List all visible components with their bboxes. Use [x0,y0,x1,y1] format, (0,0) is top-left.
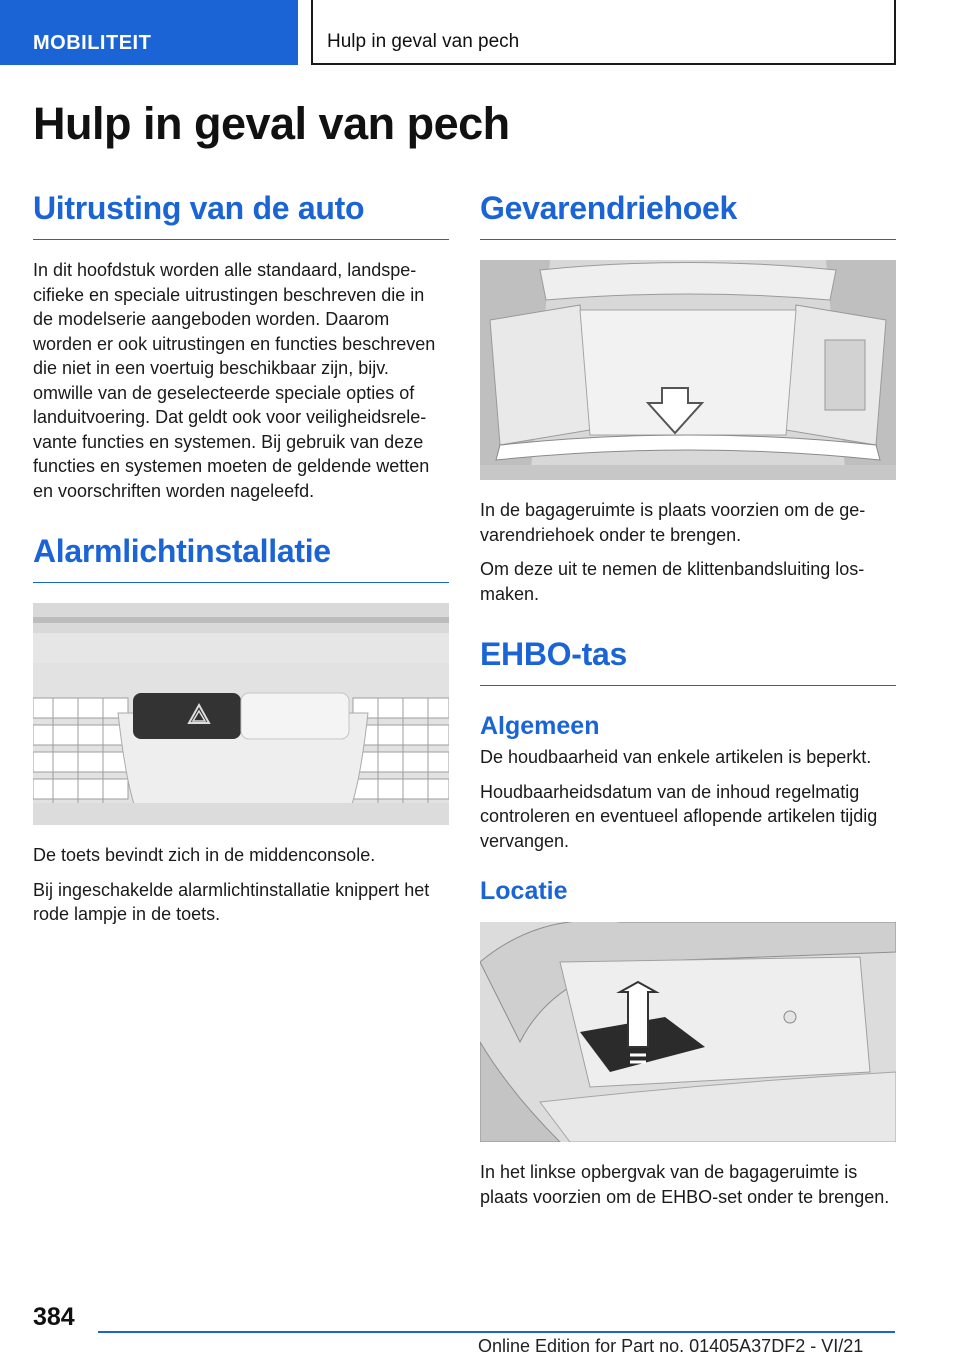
footer-edition-text: Online Edition for Part no. 01405A37DF2 - VI/21 [478,1336,864,1356]
page-title: Hulp in geval van pech [33,98,510,149]
trunk-triangle-image [480,260,896,480]
footer-divider [98,1331,895,1333]
section-title-equipment: Uitrusting van de auto [33,190,449,240]
triangle-paragraph-2: Om deze uit te nemen de klittenbandsluiting losmaken. [480,559,865,604]
triangle-paragraph-1: In de bagageruimte is plaats voorzien om de gevarendriehoek onder te brengen. [480,500,866,545]
header-chapter-tab: Hulp in geval van pech [311,0,896,65]
section-title-hazard-lights: Alarmlichtinstallatie [33,533,449,583]
trunk-first-aid-image [480,922,896,1142]
header-section-tab: MOBILITEIT [0,0,298,65]
first-aid-general-paragraph-2: Houdbaarheidsdatum van de inhoud regelmatig controleren en eventueel aflopende artikelen tijdig vervangen. [480,781,878,851]
right-column [480,190,896,1219]
subsection-title-general: Algemeen [480,712,600,740]
left-column [33,190,449,937]
first-aid-location-paragraph: In het linkse opbergvak van de bagageruimte is plaats voorzien om de EHBO-set onder te brengen. [480,1162,890,1207]
section-title-first-aid: EHBO-tas [480,636,896,686]
hazard-button-illustration [33,603,449,825]
page-number: 384 [33,1303,75,1331]
hazard-paragraph-2: Bij ingeschakelde alarmlichtinstallatie knippert het rode lampje in de toets. [33,879,430,924]
equipment-paragraph: In dit hoofdstuk worden alle standaard, landspecifieke en speciale uitrustingen beschreven die in de modelserie aangeboden worden. Daarom worden er ook uitrustingen en functies beschreven die niet in een voertuig beschikbaar zijn, bijv. omwille van de geselecteerde speciale opties of landuitvoering. Dat geldt ook voor veiligheidsrelevante functies en systemen. Bij gebruik van deze functies en systemen moeten de geldende wetten en voorschriften worden nageleefd. [33,260,436,501]
hazard-paragraph-1: De toets bevindt zich in de middenconsole. [33,845,376,865]
hazard-button-image [33,603,449,825]
first-aid-location-illustration [480,922,896,1142]
first-aid-general-paragraph-1: De houdbaarheid van enkele artikelen is beperkt. [480,747,872,767]
warning-triangle-illustration [480,260,896,480]
section-title-warning-triangle: Gevarendriehoek [480,190,896,240]
subsection-title-location: Locatie [480,877,568,905]
